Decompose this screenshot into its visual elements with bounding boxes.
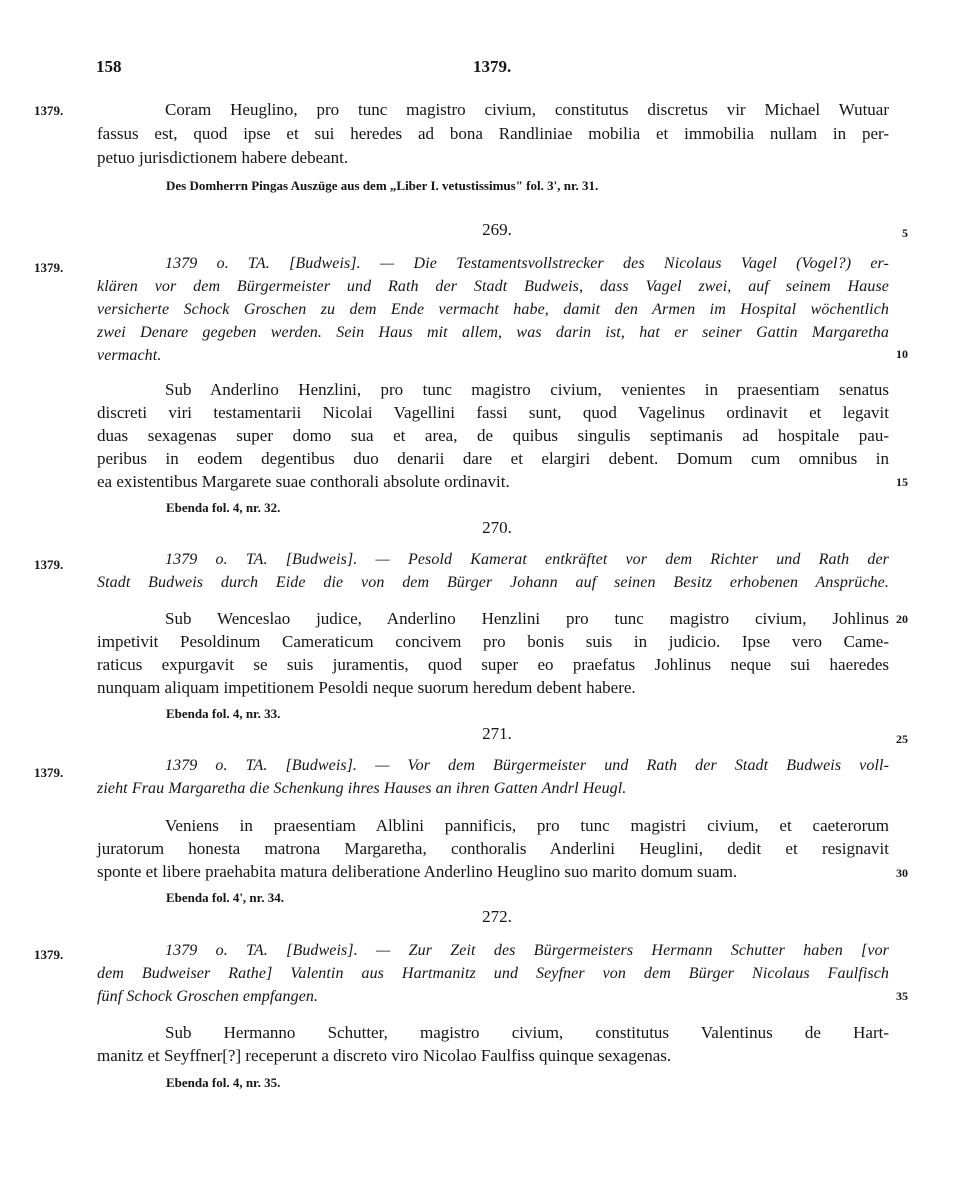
body-line: discreti viri testamentarii Nicolai Vagellini fassi sunt, quod Vagelinus ordinavit et legavit [97, 403, 889, 422]
regest-line: 1379 o. TA. [Budweis]. — Pesold Kamerat entkräftet vor dem Richter und Rath der [165, 551, 889, 568]
body-line: juratorum honesta matrona Margaretha, conthoralis Anderlini Heuglini, dedit et resignavit [97, 839, 889, 858]
body-line: impetivit Pesoldinum Cameraticum concivem pro bonis suis in judicio. Ipse vero Came- [97, 632, 889, 651]
regest-line: vermacht. [97, 347, 162, 364]
body-line: Sub Wenceslao judice, Anderlino Henzlini pro tunc magistro civium, Johlinus [165, 609, 889, 628]
line-number: 10 [896, 347, 908, 361]
source-note: Ebenda fol. 4, nr. 33. [166, 706, 281, 721]
source-note: Ebenda fol. 4, nr. 32. [166, 500, 281, 515]
body-line: nunquam aliquam impetitionem Pesoldi neque suorum heredum debent habere. [97, 678, 636, 697]
line-number: 30 [896, 866, 908, 880]
entry-year: 1379. [34, 557, 64, 572]
entry-year: 1379. [34, 103, 64, 118]
source-note: Ebenda fol. 4', nr. 34. [166, 890, 284, 905]
body-line: petuo jurisdictionem habere debeant. [97, 148, 349, 167]
line-number: 25 [896, 732, 908, 746]
source-note: Des Domherrn Pingas Auszüge aus dem „Liber I. vetustissimus" fol. 3', nr. 31. [166, 178, 599, 193]
regest-line: 1379 o. TA. [Budweis]. — Zur Zeit des Bürgermeisters Hermann Schutter haben [vor [165, 942, 889, 959]
regest-line: zwei Denare gegeben werden. Sein Haus mit allem, was darin ist, hat er seiner Gattin Margaretha [97, 324, 889, 341]
regest-line: versicherte Schock Groschen zu dem Ende vermacht habe, damit den Armen im Hospital wöchentlich [97, 301, 889, 318]
regest-line: 1379 o. TA. [Budweis]. — Die Testamentsvollstrecker des Nicolaus Vagel (Vogel?) er- [165, 255, 889, 272]
body-line: fassus est, quod ipse et sui heredes ad bona Randliniae mobilia et immobilia nullam in per- [97, 124, 889, 143]
body-line: raticus expurgavit se suis juramentis, quod super eo praefatus Johlinus neque sui haeredes [97, 655, 889, 674]
line-number: 20 [896, 612, 908, 626]
body-line: manitz et Seyffner[?] receperunt a discreto viro Nicolao Faulfiss quinque sexagenas. [97, 1046, 672, 1065]
body-line: Sub Hermanno Schutter, magistro civium, constitutus Valentinus de Hart- [165, 1023, 889, 1042]
body-line: Coram Heuglino, pro tunc magistro civium, constitutus discretus vir Michael Wutuar [165, 100, 889, 119]
regest-line: Stadt Budweis durch Eide die von dem Bürger Johann auf seinen Besitz erhobenen Ansprüche. [97, 574, 889, 591]
entry-year: 1379. [34, 947, 64, 962]
body-line: duas sexagenas super domo sua et area, de quibus singulis septimanis ad hospitale pau- [97, 426, 889, 445]
line-number: 35 [896, 989, 908, 1003]
document-number: 269. [482, 220, 512, 239]
source-note: Ebenda fol. 4, nr. 35. [166, 1075, 281, 1090]
page-number: 158 [96, 57, 122, 76]
body-line: ea existentibus Margarete suae conthorali absolute ordinavit. [97, 472, 510, 491]
entry-year: 1379. [34, 765, 64, 780]
entry-year: 1379. [34, 260, 64, 275]
body-line: Sub Anderlino Henzlini, pro tunc magistro civium, venientes in praesentiam senatus [165, 380, 889, 399]
document-number: 270. [482, 518, 512, 537]
regest-line: zieht Frau Margaretha die Schenkung ihres Hauses an ihren Gatten Andrl Heugl. [97, 780, 627, 797]
document-number: 272. [482, 907, 512, 926]
document-number: 271. [482, 724, 512, 743]
body-line: Veniens in praesentiam Alblini pannificis, pro tunc magistri civium, et caeterorum [165, 816, 889, 835]
regest-line: dem Budweiser Rathe] Valentin aus Hartmanitz und Seyfner von dem Bürger Nicolaus Faulfisch [97, 965, 889, 982]
regest-line: 1379 o. TA. [Budweis]. — Vor dem Bürgermeister und Rath der Stadt Budweis voll- [165, 757, 889, 774]
regest-line: fünf Schock Groschen empfangen. [97, 988, 319, 1005]
line-number: 15 [896, 475, 908, 489]
regest-line: klären vor dem Bürgermeister und Rath der Stadt Budweis, dass Vagel zwei, auf seinem Hause [97, 278, 889, 295]
body-line: peribus in eodem degentibus duo denarii dare et elargiri debent. Domum cum omnibus in [97, 449, 889, 468]
header-year: 1379. [473, 57, 512, 76]
line-number: 5 [902, 226, 908, 240]
body-line: sponte et libere praehabita matura deliberatione Anderlino Heuglino suo marito domum suam. [97, 862, 738, 881]
